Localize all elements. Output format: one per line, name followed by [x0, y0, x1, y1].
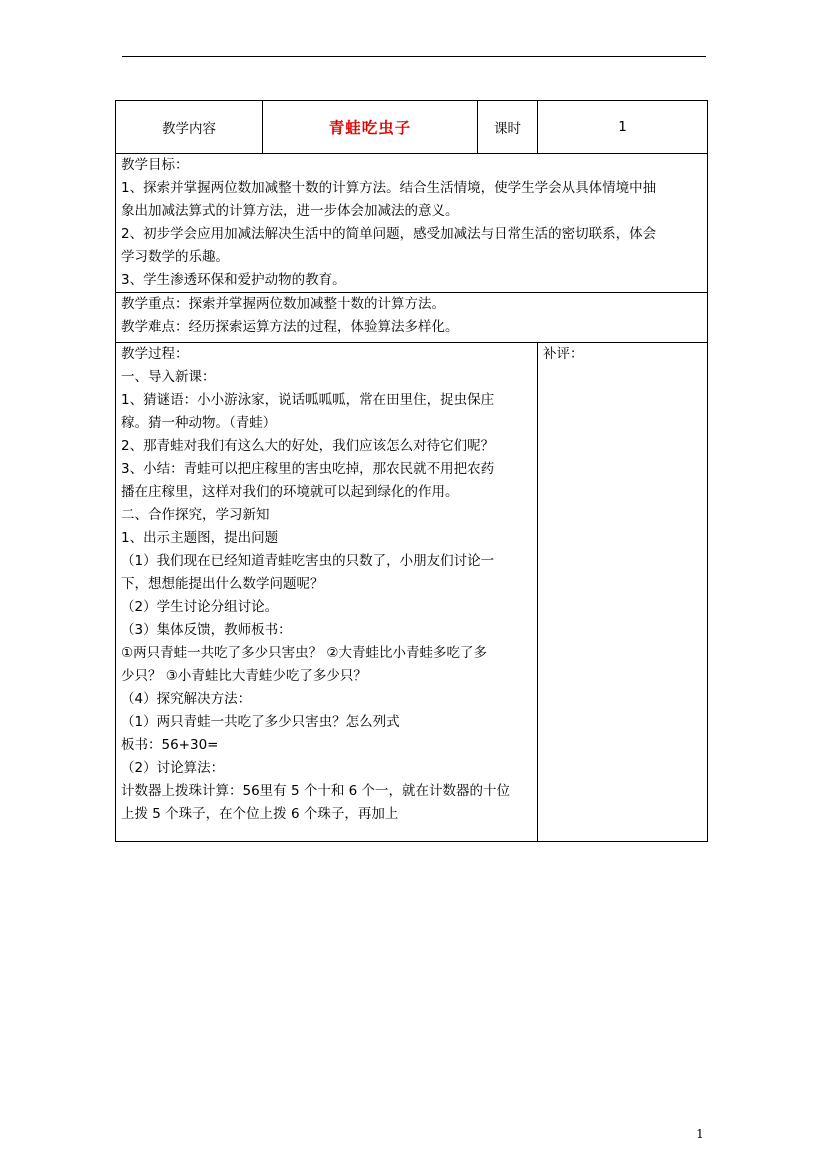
process-line: 板书：56+30=: [121, 737, 219, 753]
difficulty-line: 教学难点：经历探索运算方法的过程，体验算法多样化。: [121, 319, 459, 335]
process-line: 上拨 5 个珠子，在个位上拨 6 个珠子，再加上: [121, 806, 399, 822]
process-line: 一、导入新课：: [121, 369, 216, 385]
process-line: 播在庄稼里，这样对我们的环境就可以起到绿化的作用。: [121, 484, 459, 500]
process-line: （2）讨论算法：: [121, 760, 225, 776]
header-row: [116, 101, 708, 154]
process-line: （3）集体反馈，教师板书：: [121, 622, 292, 638]
content-label: 教学内容: [116, 101, 263, 154]
process-line: ①两只青蛙一共吃了多少只害虫？ ②大青蛙比小青蛙多吃了多: [121, 645, 487, 661]
process-line: 3、小结：青蛙可以把庄稼里的害虫吃掉，那农民就不用把农药: [121, 461, 495, 477]
goals-line: 象出加减法算式的计算方法，进一步体会加减法的意义。: [121, 203, 459, 219]
page-number: 1: [696, 1127, 704, 1141]
lesson-plan-table: [115, 100, 708, 842]
key-points-cell: [116, 293, 708, 343]
period-value: 1: [538, 101, 708, 154]
process-line: （2）学生讨论分组讨论。: [121, 599, 279, 615]
header-rule: [122, 56, 706, 57]
key-point-line: 教学重点：探索并掌握两位数加减整十数的计算方法。: [121, 296, 445, 312]
process-line: 稼。猜一种动物。（青蛙）: [121, 415, 277, 431]
goals-line: 2、初步学会应用加减法解决生活中的简单问题，感受加减法与日常生活的密切联系，体会: [121, 226, 657, 242]
process-line: （4）探究解决方法：: [121, 691, 252, 707]
key-points-row: [116, 293, 708, 343]
process-line: 1、猜谜语：小小游泳家，说话呱呱呱，常在田里住，捉虫保庄: [121, 392, 495, 408]
process-line: 计数器上拨珠计算：56里有 5 个十和 6 个一，就在计数器的十位: [121, 783, 511, 799]
process-row: [116, 343, 708, 842]
process-line: （1）两只青蛙一共吃了多少只害虫？怎么列式: [121, 714, 400, 730]
goals-line: 1、探索并掌握两位数加减整十数的计算方法。结合生活情境，使学生学会从具体情境中抽: [121, 180, 657, 196]
process-heading: 教学过程：: [121, 346, 189, 362]
goals-line: 3、学生渗透环保和爱护动物的教育。: [121, 272, 346, 288]
process-line: 二、合作探究，学习新知: [121, 507, 270, 523]
period-label: 课时: [478, 101, 538, 154]
process-line: （1）我们现在已经知道青蛙吃害虫的只数了，小朋友们讨论一: [121, 553, 495, 569]
process-cell: [116, 343, 538, 842]
goals-cell: [116, 154, 708, 293]
process-line: 2、那青蛙对我们有这么大的好处，我们应该怎么对待它们呢？: [121, 438, 495, 454]
process-line: 下，想想能提出什么数学问题呢？: [121, 576, 324, 592]
process-line: 少只？ ③小青蛙比大青蛙少吃了多少只？: [121, 668, 367, 684]
goals-heading: 教学目标：: [121, 157, 189, 173]
comment-cell: [538, 343, 708, 842]
comment-label: 补评：: [543, 346, 584, 362]
lesson-title: 青蛙吃虫子: [263, 101, 478, 154]
process-line: 1、出示主题图，提出问题: [121, 530, 279, 546]
goals-row: [116, 154, 708, 293]
goals-line: 学习数学的乐趣。: [121, 249, 229, 265]
